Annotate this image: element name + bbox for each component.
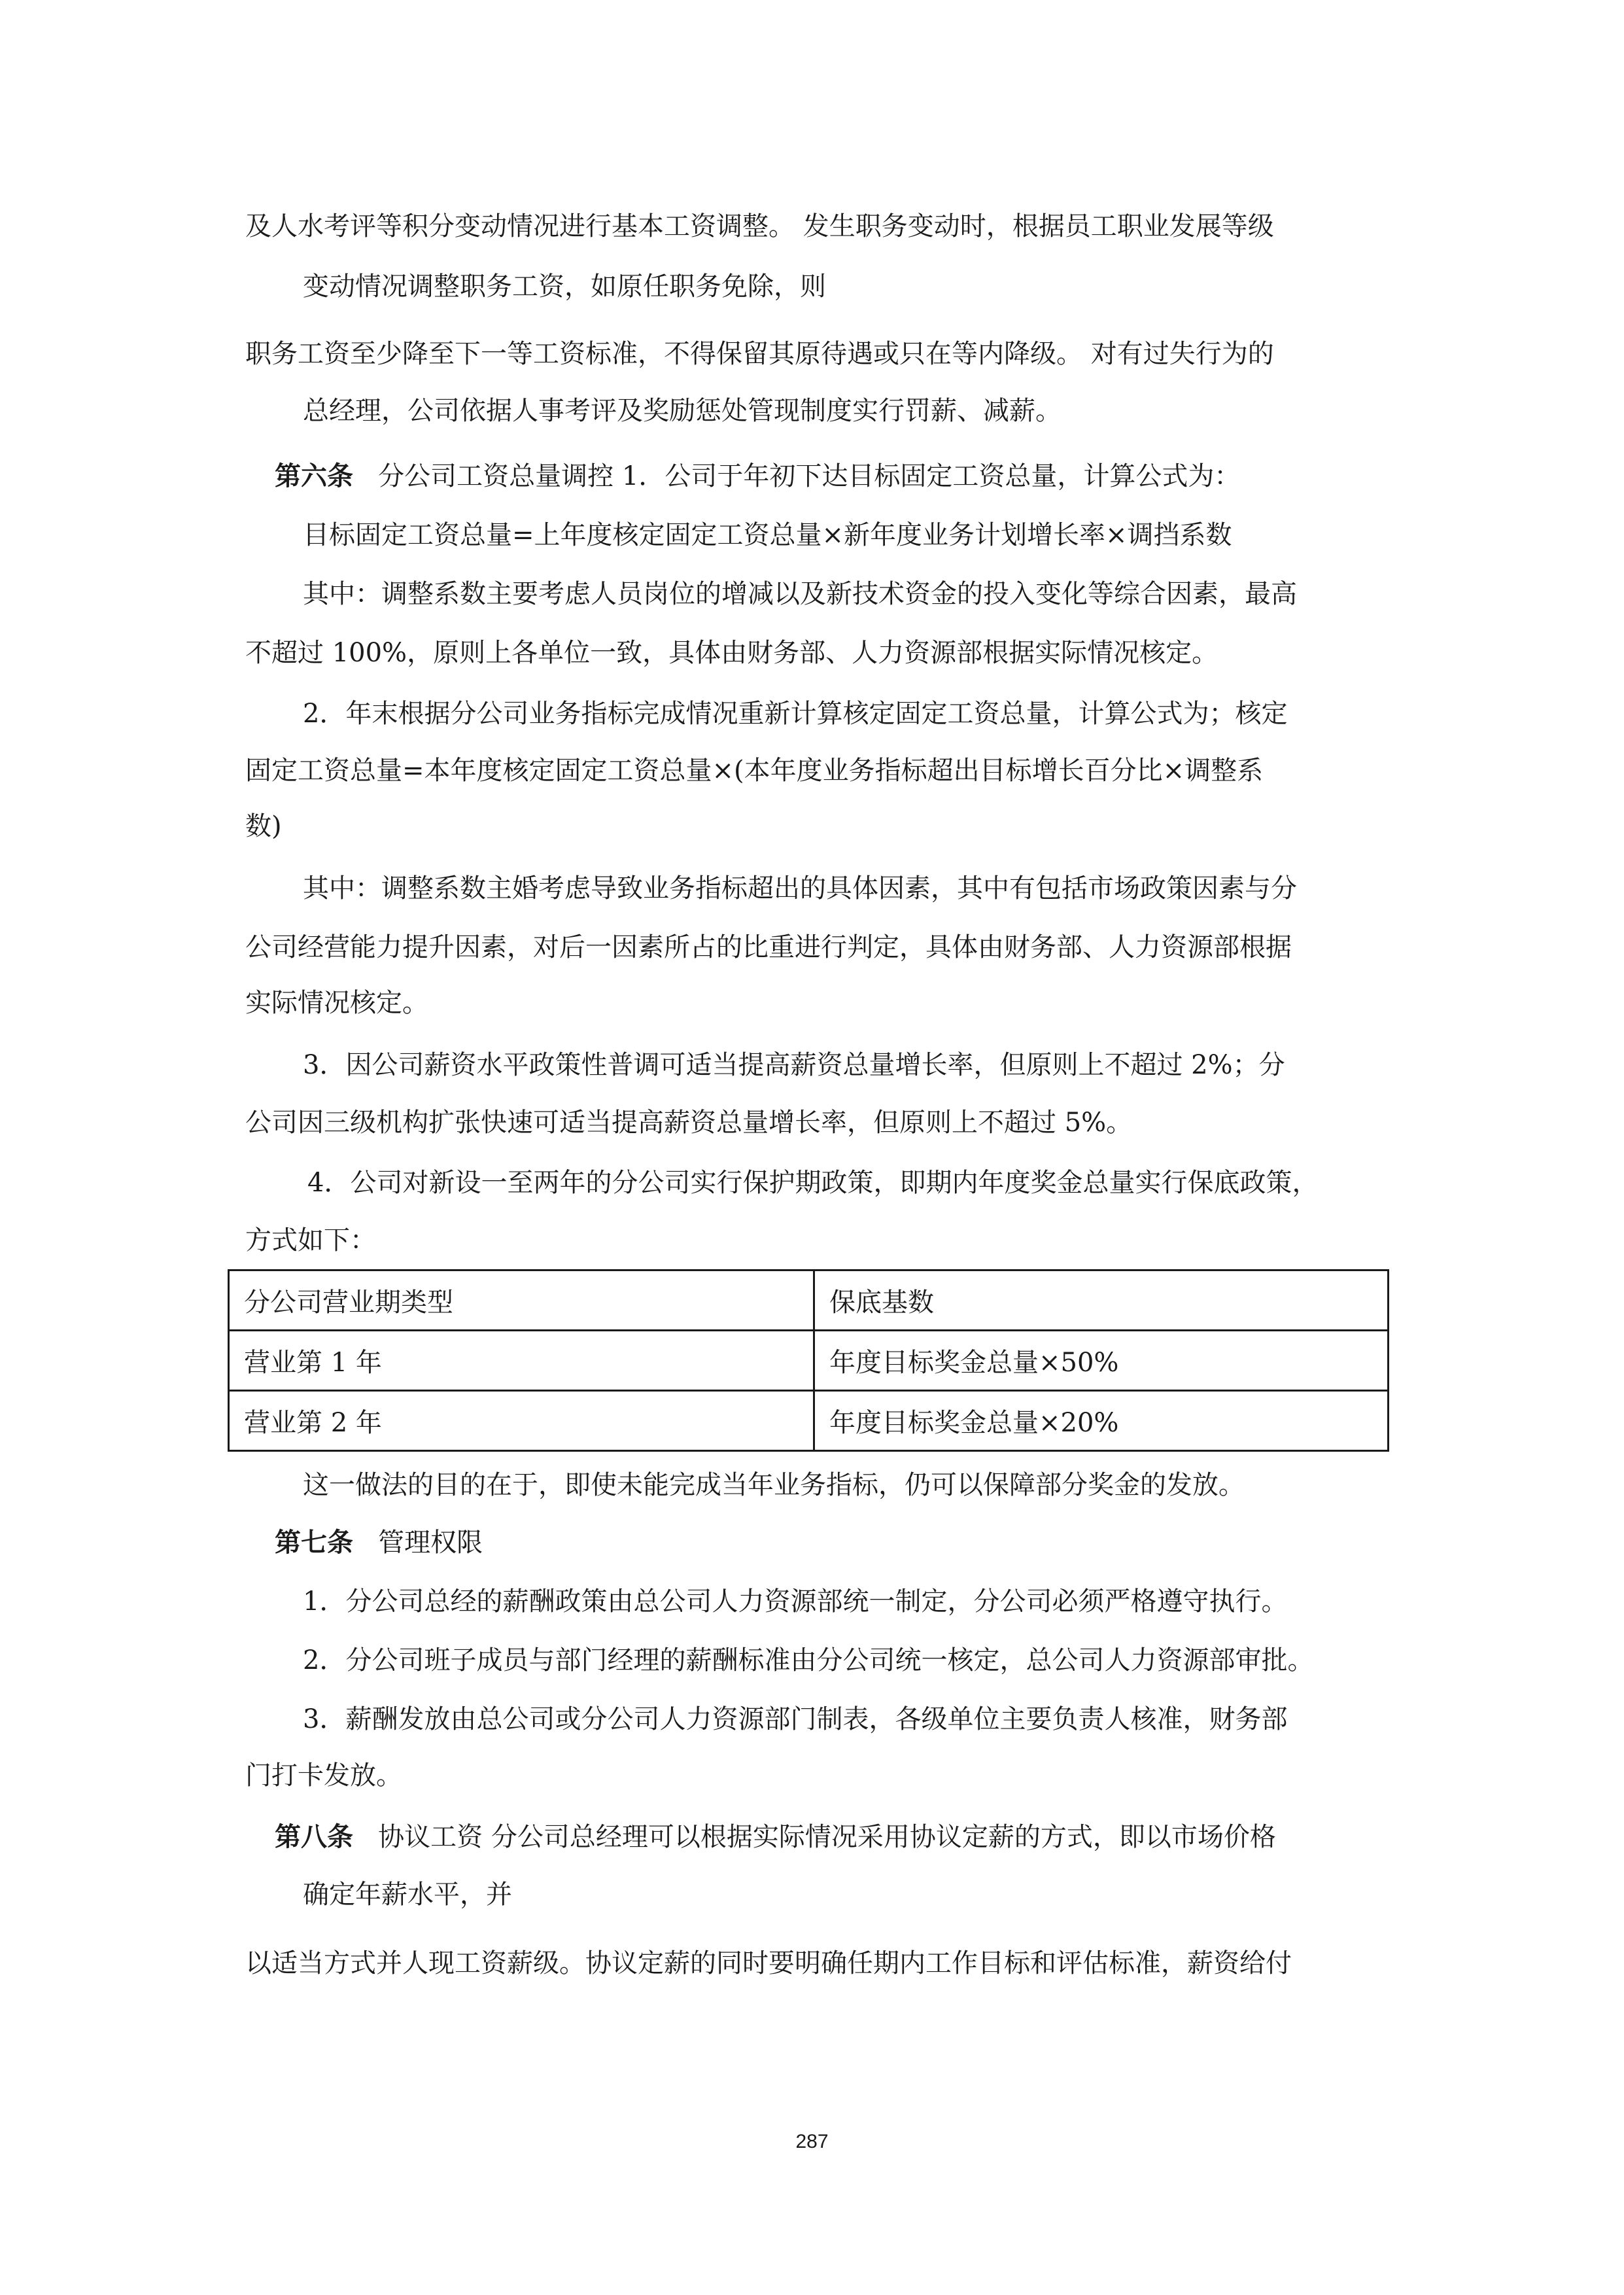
table-row xyxy=(229,1391,1389,1451)
body-line: 这一做法的目的在于，即使未能完成当年业务指标，仍可以保障部分奖金的发放。 xyxy=(303,1470,1245,1500)
body-line: 以适当方式并人现工资薪级。协议定薪的同时要明确任期内工作目标和评估标准，薪资给付 xyxy=(245,1948,1292,1978)
article-8 xyxy=(275,1819,1276,1855)
table-cell: 年度目标奖金总量×20% xyxy=(814,1391,1389,1451)
article-7 xyxy=(275,1524,483,1561)
table-header-cell: 保底基数 xyxy=(814,1270,1389,1331)
body-line: 确定年薪水平，并 xyxy=(303,1880,512,1910)
body-line: 3．薪酬发放由总公司或分公司人力资源部门制表，各级单位主要负责人核准，财务部 xyxy=(303,1704,1288,1734)
article-6 xyxy=(275,458,1240,495)
table-row xyxy=(229,1331,1389,1391)
body-line: 4．公司对新设一至两年的分公司实行保护期政策，即期内年度奖金总量实行保底政策， xyxy=(307,1168,1319,1198)
body-line: 其中：调整系数主要考虑人员岗位的增减以及新技术资金的投入变化等综合因素，最高 xyxy=(303,579,1297,609)
table-header-cell: 分公司营业期类型 xyxy=(229,1270,814,1331)
article-8-heading: 第八条 xyxy=(275,1821,353,1852)
article-7-heading: 第七条 xyxy=(275,1527,353,1558)
table-cell: 营业第 1 年 xyxy=(229,1331,814,1391)
body-line: 2．分公司班子成员与部门经理的薪酬标准由分公司统一核定，总公司人力资源部审批。 xyxy=(303,1645,1314,1675)
body-line: 方式如下： xyxy=(245,1225,376,1255)
body-line: 1．分公司总经的薪酬政策由总公司人力资源部统一制定，分公司必须严格遵守执行。 xyxy=(303,1586,1288,1617)
page-number: 287 xyxy=(795,2131,829,2152)
body-line: 其中：调整系数主婚考虑导致业务指标超出的具体因素，其中有包括市场政策因素与分 xyxy=(303,873,1297,903)
body-line: 职务工资至少降至下一等工资标准，不得保留其原待遇或只在等内降级。 对有过失行为的 xyxy=(245,339,1274,369)
body-line: 公司经营能力提升因素，对后一因素所占的比重进行判定，具体由财务部、人力资源部根据 xyxy=(245,932,1292,962)
body-line: 实际情况核定。 xyxy=(245,988,428,1018)
article-6-text: 分公司工资总量调控 1．公司于年初下达目标固定工资总量，计算公式为： xyxy=(378,461,1241,491)
article-6-heading: 第六条 xyxy=(275,461,353,491)
body-line: 及人水考评等积分变动情况进行基本工资调整。 发生职务变动时，根据员工职业发展等级 xyxy=(245,211,1274,241)
body-line: 2．年末根据分公司业务指标完成情况重新计算核定固定工资总量，计算公式为；核定 xyxy=(303,699,1288,729)
body-line: 固定工资总量=本年度核定固定工资总量×(本年度业务指标超出目标增长百分比×调整系 xyxy=(245,756,1264,786)
body-line: 数) xyxy=(245,811,282,841)
article-7-text: 管理权限 xyxy=(378,1528,483,1558)
article-8-text: 协议工资 分公司总经理可以根据实际情况采用协议定薪的方式，即以市场价格 xyxy=(378,1822,1276,1852)
body-line: 公司因三级机构扩张快速可适当提高薪资总量增长率，但原则上不超过 5%。 xyxy=(245,1108,1133,1138)
body-line: 不超过 100%，原则上各单位一致，具体由财务部、人力资源部根据实际情况核定。 xyxy=(245,638,1218,668)
formula-line: 目标固定工资总量=上年度核定固定工资总量×新年度业务计划增长率×调挡系数 xyxy=(303,520,1232,550)
body-line: 3．因公司薪资水平政策性普调可适当提高薪资总量增长率，但原则上不超过 2%；分 xyxy=(303,1050,1285,1080)
table-cell: 营业第 2 年 xyxy=(229,1391,814,1451)
table-cell: 年度目标奖金总量×50% xyxy=(814,1331,1389,1391)
guarantee-table xyxy=(228,1269,1389,1452)
body-line: 门打卡发放。 xyxy=(245,1761,402,1791)
body-line: 变动情况调整职务工资，如原任职务免除，则 xyxy=(303,272,826,302)
table-header-row xyxy=(229,1270,1389,1331)
body-line: 总经理，公司依据人事考评及奖励惩处管现制度实行罚薪、减薪。 xyxy=(303,396,1062,426)
